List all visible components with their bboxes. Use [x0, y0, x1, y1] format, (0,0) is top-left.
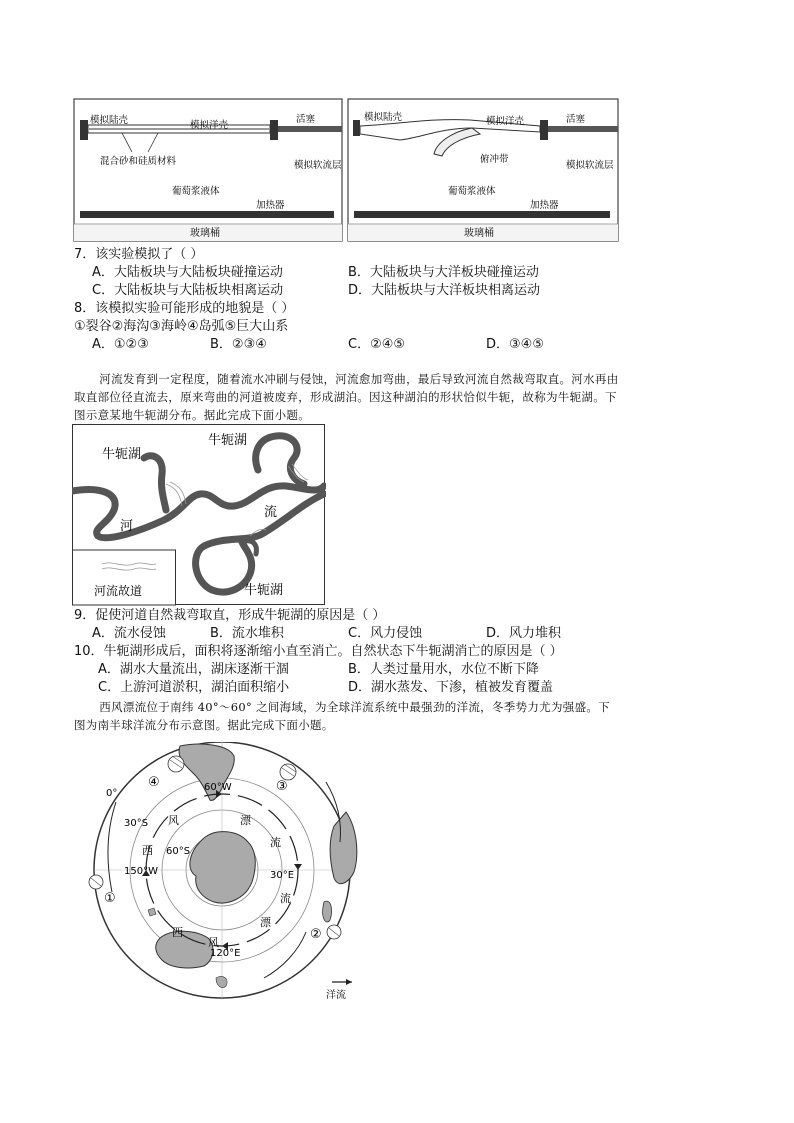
label-lon-60w: 60°W: [204, 782, 232, 793]
passage2-line3: 图示意某地牛轭湖分布。据此完成下面小题。: [74, 408, 310, 422]
passage3-line2: 图为南半球洋流分布示意图。据此完成下面小题。: [74, 718, 334, 732]
label-lon-120e: 120°E: [210, 948, 241, 959]
label-piston-left: 活塞: [296, 114, 316, 125]
label-lithosphere-left: 模拟陆壳: [90, 115, 129, 126]
label-he: 河: [120, 519, 134, 534]
label-piao-2: 漂: [260, 916, 271, 929]
q10-option-b[interactable]: B．人类过量用水，水位不断下降: [348, 662, 539, 677]
label-lat-60s: 60°S: [166, 846, 191, 857]
q10-option-c[interactable]: C．上游河道淤积，湖泊面积缩小: [98, 680, 290, 695]
q7-option-a[interactable]: A．大陆板块与大陆板块碰撞运动: [92, 265, 283, 280]
q9-option-c[interactable]: C．风力侵蚀: [348, 626, 423, 641]
southern-hemisphere-currents-map: [76, 742, 366, 1008]
q7-option-c[interactable]: C．大陆板块与大陆板块相离运动: [92, 283, 284, 298]
label-liu: 流: [264, 505, 278, 520]
label-bucket-right: 玻璃桶: [464, 228, 494, 239]
label-ocean-crust-left: 模拟洋壳: [190, 120, 229, 131]
marker-3: ③: [276, 779, 288, 794]
q8-stem: 8．该模拟实验可能形成的地貌是（ ）: [74, 301, 295, 316]
q8-items: ①裂谷②海沟③海岭④岛弧⑤巨大山系: [74, 319, 289, 334]
q8-option-a[interactable]: A．①②③: [92, 337, 149, 352]
q9-option-b[interactable]: B．流水堆积: [210, 626, 284, 641]
label-piston-right: 活塞: [566, 114, 586, 125]
label-asthenosphere-left: 模拟软流层: [294, 160, 342, 171]
label-lithosphere-right: 模拟陆壳: [364, 112, 403, 123]
plate-experiment-figure: [70, 96, 622, 244]
label-bucket-left: 玻璃桶: [190, 228, 220, 239]
marker-4: ④: [148, 775, 160, 790]
label-lon-150w: 150°W: [124, 866, 158, 877]
label-lon-30e: 30°E: [270, 870, 295, 881]
passage2-line2: 取直部位径直流去，原来弯曲的河道被废弃，形成湖泊。因这种湖泊的形状恰似牛轭，故称为牛轭湖。下: [74, 390, 617, 404]
experiment-panel-left: [74, 99, 342, 241]
label-xi-2: 西: [172, 926, 183, 939]
q7-option-b[interactable]: B．大陆板块与大洋板块碰撞运动: [348, 265, 539, 280]
label-oxbow-left: 牛轭湖: [102, 447, 142, 462]
q10-option-d[interactable]: D．湖水蒸发、下渗，植被发育覆盖: [348, 680, 554, 695]
legend-old-channel: 河流故道: [94, 584, 143, 598]
legend-current-label: 洋流: [326, 990, 346, 1001]
label-liu-2: 流: [280, 892, 291, 905]
label-asthenosphere-right: 模拟软流层: [566, 160, 614, 171]
label-liu-1: 流: [270, 836, 281, 849]
label-liquid-left: 葡萄浆液体: [172, 186, 220, 197]
passage2-line1: 河流发育到一定程度，随着流水冲刷与侵蚀，河流愈加弯曲，最后导致河流自然裁弯取直。河水再由: [99, 372, 619, 386]
label-oxbow-bottom: 牛轭湖: [244, 583, 284, 598]
q9-stem: 9．促使河道自然裁弯取直，形成牛轭湖的原因是（ ）: [74, 608, 386, 623]
label-xi-1: 西: [142, 844, 153, 857]
q10-stem: 10．牛轭湖形成后，面积将逐渐缩小直至消亡。自然状态下牛轭湖消亡的原因是（ ）: [74, 644, 563, 659]
label-liquid-right: 葡萄浆液体: [448, 186, 496, 197]
label-mixture: 混合砂和硅质材料: [100, 156, 177, 167]
q7-option-d[interactable]: D．大陆板块与大洋板块相离运动: [348, 283, 541, 298]
label-ocean-crust-right: 模拟洋壳: [486, 116, 525, 127]
antarctica-shape: [190, 832, 255, 903]
label-lon-0: 0°: [106, 788, 118, 799]
marker-1: ①: [104, 891, 116, 906]
label-lat-30s: 30°S: [124, 818, 149, 829]
q10-option-a[interactable]: A．湖水大量流出，湖床逐渐干涸: [98, 662, 289, 677]
q9-option-a[interactable]: A．流水侵蚀: [92, 626, 166, 641]
label-oxbow-top: 牛轭湖: [208, 433, 248, 448]
oxbow-lake-map: [72, 424, 326, 606]
experiment-panel-right: [348, 99, 618, 241]
q7-stem: 7．该实验模拟了（ ）: [74, 247, 204, 262]
label-piao-1: 漂: [240, 814, 251, 827]
label-subduction: 俯冲带: [480, 154, 509, 165]
passage3-line1: 西风漂流位于南纬 40°～60° 之间海域，为全球洋流系统中最强劲的洋流，冬季势力尤为强盛。下: [99, 700, 610, 714]
q8-option-b[interactable]: B．②③④: [210, 337, 267, 352]
label-heater-right: 加热器: [530, 200, 559, 211]
marker-2: ②: [310, 927, 322, 942]
q8-option-c[interactable]: C．②④⑤: [348, 337, 406, 352]
label-feng-1: 风: [168, 814, 179, 827]
label-heater-left: 加热器: [256, 200, 285, 211]
q8-option-d[interactable]: D．③④⑤: [486, 337, 544, 352]
q9-option-d[interactable]: D．风力堆积: [486, 626, 562, 641]
label-feng-2: 风: [208, 936, 219, 949]
australia-shape: [156, 931, 213, 968]
